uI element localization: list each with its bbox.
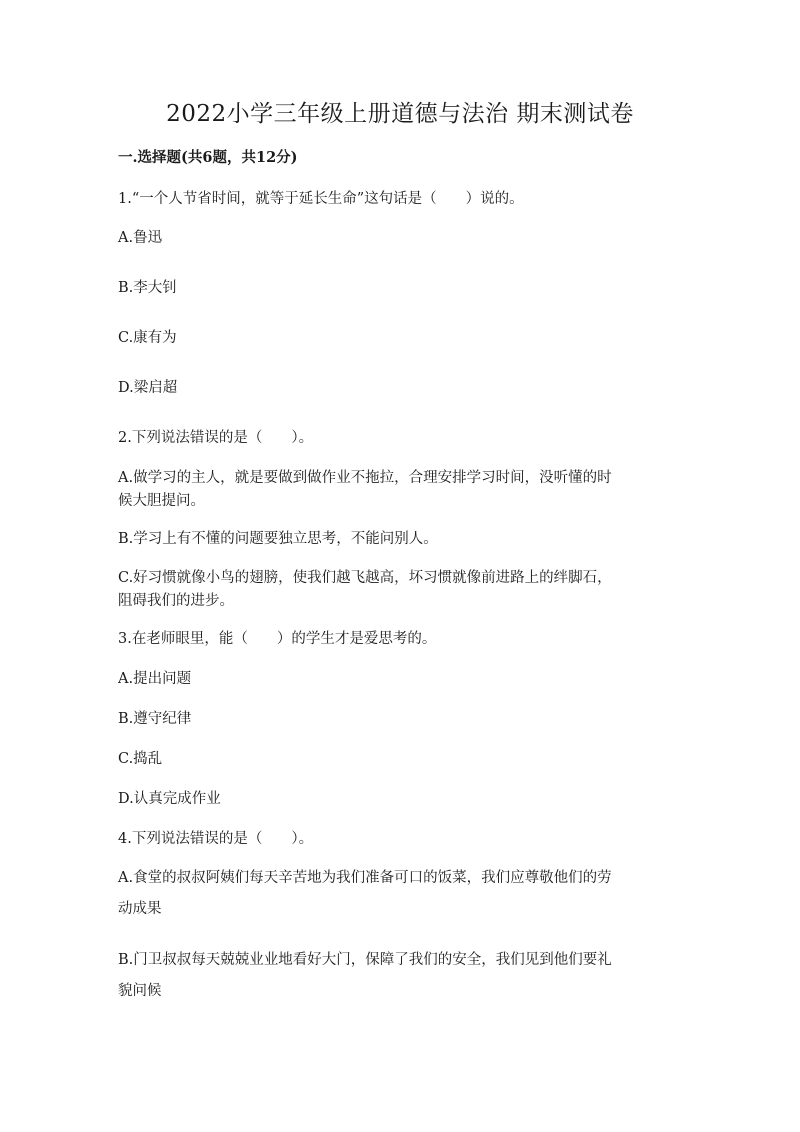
- question-4-stem: 4.下列说法错误的是（ ）。: [118, 831, 314, 847]
- question-3-stem: 3.在老师眼里，能（ ）的学生才是爱思考的。: [118, 631, 437, 647]
- question-2-option-b: B.学习上有不懂的问题要独立思考，不能问别人。: [118, 531, 438, 547]
- question-4-option-b-line-1: B.门卫叔叔每天兢兢业业地看好大门，保障了我们的安全，我们见到他们要礼: [118, 952, 612, 968]
- question-2-option-a: [118, 467, 678, 513]
- question-4-option-a: [118, 863, 678, 925]
- question-4-option-b-line-2: 貌问候: [118, 983, 162, 999]
- question-1-option-b: B.李大钊: [118, 280, 177, 296]
- question-2-option-a-line-2: 候大胆提问。: [118, 493, 205, 509]
- question-1-option-d: D.梁启超: [118, 380, 178, 396]
- question-1-stem: 1.“一个人节省时间，就等于延长生命”这句话是（ ）说的。: [118, 191, 524, 207]
- question-2-option-c: [118, 567, 678, 613]
- question-2-option-a-line-1: A.做学习的主人，就是要做到做作业不拖拉，合理安排学习时间，没听懂的时: [118, 470, 612, 486]
- question-4-option-a-line-2: 动成果: [118, 901, 162, 917]
- question-3-option-c: C.捣乱: [118, 751, 163, 767]
- question-3-option-a: A.提出问题: [118, 671, 192, 687]
- page-title: 2022小学三年级上册道德与法治 期末测试卷: [166, 101, 634, 127]
- question-3-option-b: B.遵守纪律: [118, 711, 192, 727]
- question-2-option-c-line-1: C.好习惯就像小鸟的翅膀，使我们越飞越高，坏习惯就像前进路上的绊脚石，: [118, 570, 612, 586]
- question-2-stem: 2.下列说法错误的是（ ）。: [118, 430, 314, 446]
- question-4-option-b: [118, 945, 678, 1007]
- question-3-option-d: D.认真完成作业: [118, 791, 221, 807]
- question-1-option-c: C.康有为: [118, 330, 177, 346]
- question-4-option-a-line-1: A.食堂的叔叔阿姨们每天辛苦地为我们准备可口的饭菜，我们应尊敬他们的劳: [118, 870, 612, 886]
- question-2-option-c-line-2: 阻碍我们的进步。: [118, 593, 234, 609]
- section-heading: 一.选择题(共6题，共12分): [118, 149, 298, 166]
- question-1-option-a: A.鲁迅: [118, 230, 163, 246]
